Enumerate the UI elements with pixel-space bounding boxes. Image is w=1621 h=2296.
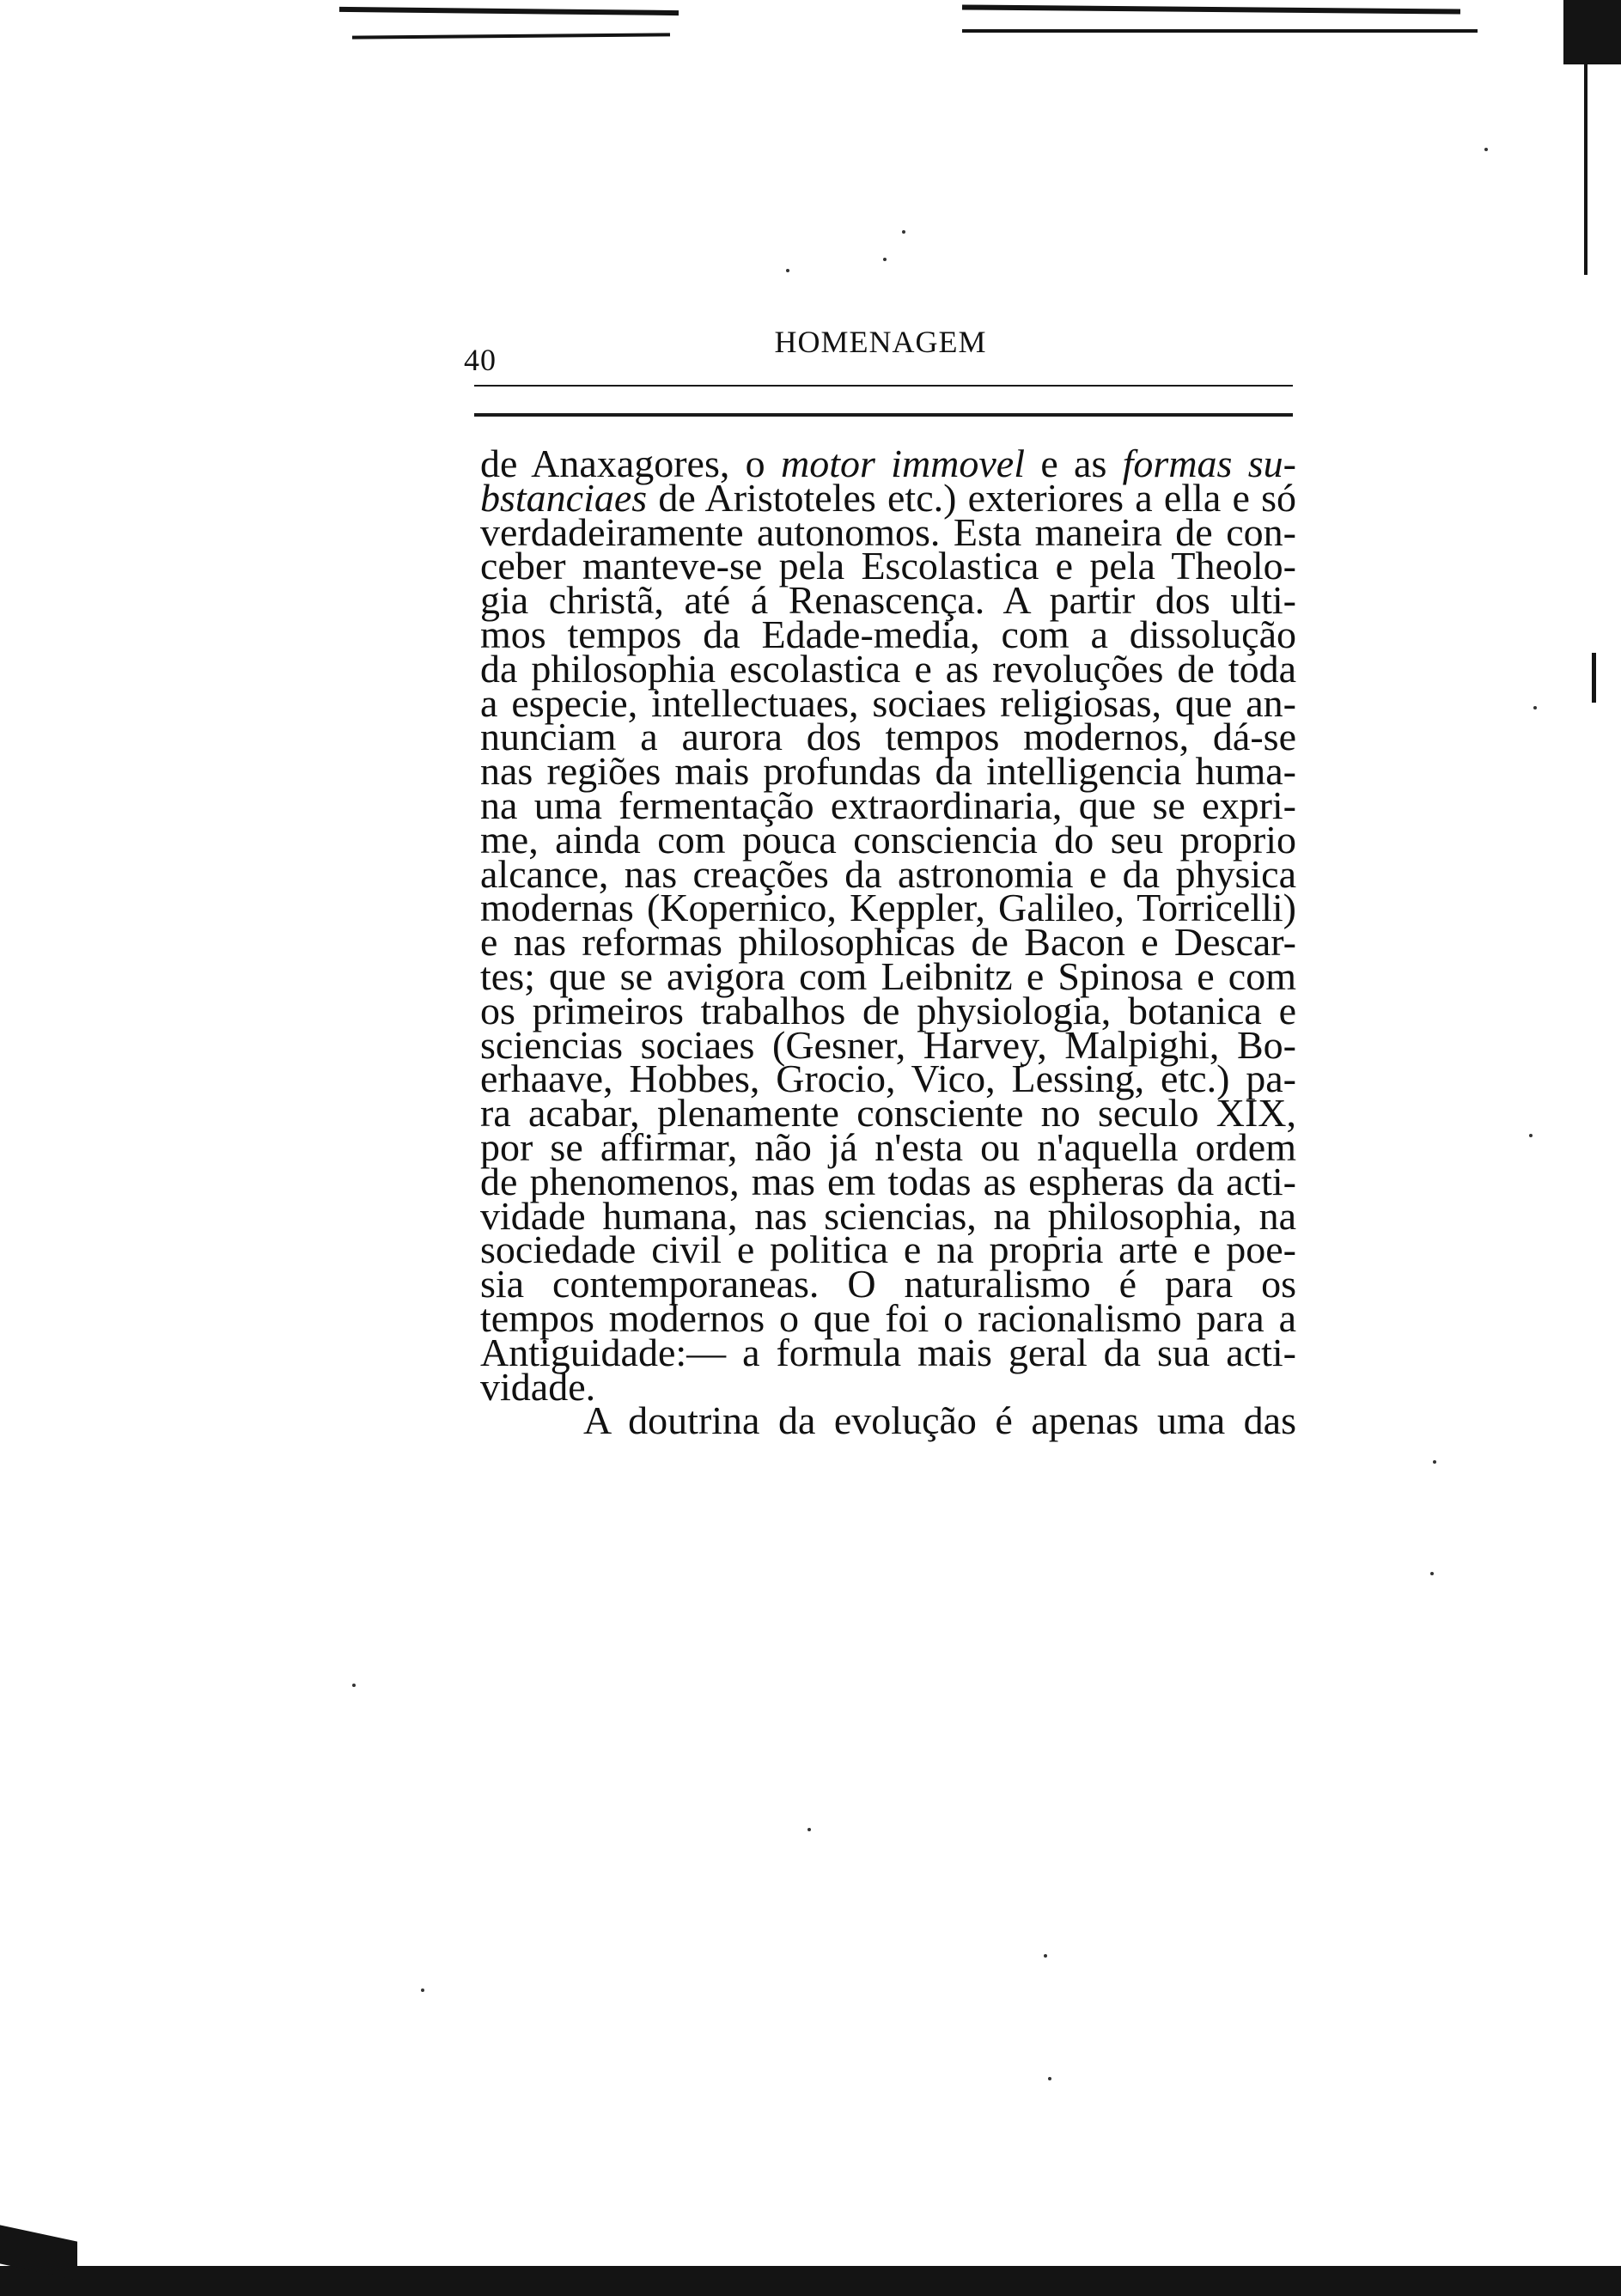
right-edge-line [1584,60,1587,275]
speck [1048,2077,1051,2080]
italic-phrase: formas su- [1122,442,1296,485]
top-edge-mark-right [962,4,1460,14]
top-edge-mark-left [339,7,679,15]
text-run: nas regiões mais profundas da intelligencia huma- [480,749,1296,794]
top-right-corner-mark [1563,0,1621,64]
text-run: e nas reformas philosophicas de Bacon e Descar- [480,920,1296,965]
text-run: de Anaxagores, o [480,442,781,485]
text-run: por se affirmar, não já n'esta ou n'aquella ordem [480,1124,1296,1169]
text-line [480,1398,1296,1443]
text-run: erhaave, Hobbes, Grocio, Vico, Lessing, etc.) pa- [480,1057,1296,1101]
text-run: me, ainda com pouca consciencia do seu proprio [480,817,1296,862]
text-line [480,1330,1296,1374]
text-run: nunciam a aurora dos tempos modernos, dá-se [480,715,1296,759]
header-rule-thick [474,413,1293,417]
text-run: sciencias sociaes (Gesner, Harvey, Malpighi, Bo- [480,1022,1296,1067]
bottom-edge-mark [0,2266,1621,2296]
speck [1430,1572,1434,1575]
text-run: A doutrina da evolução é apenas uma das [583,1398,1296,1443]
text-run: na uma fermentação extraordinaria, que se expri- [480,783,1296,827]
speck [1433,1460,1436,1464]
top-edge-mark-right-2 [962,29,1478,33]
text-run: tempos modernos o que foi o racionalismo para a [480,1295,1296,1340]
speck [421,1988,424,1992]
speck [807,1828,811,1831]
text-run: a especie, intellectuaes, sociaes religiosas, que an- [480,680,1296,725]
page-number: 40 [464,343,497,377]
text-run: modernas (Kopernico, Keppler, Galileo, Torricelli) [480,886,1296,930]
italic-phrase: bstanciaes [480,475,648,520]
text-run: verdadeiramente autonomos. Esta maneira de con- [480,509,1296,554]
text-run: os primeiros trabalhos de physiologia, botanica e [480,988,1296,1032]
speck [883,258,887,261]
text-run: alcance, nas creações da astronomia e da physica [480,851,1296,896]
text-run: Antiguidade:— a formula mais geral da sua acti- [480,1330,1296,1374]
speck [786,269,789,272]
text-run: gia christã, até á Renascença. A partir dos ulti- [480,578,1296,623]
speck [1533,706,1537,710]
speck [352,1684,356,1687]
text-run: sia contemporaneas. O naturalismo é para os [480,1262,1296,1306]
running-title: HOMENAGEM [774,325,987,359]
header-rule-thin [474,385,1293,387]
running-header [464,320,1297,377]
text-run: de Aristoteles etc.) exteriores a ella e só [647,475,1296,520]
text-run: vidade. [480,1364,596,1409]
text-run: mos tempos da Edade-media, com a dissolução [480,612,1296,656]
speck [1484,148,1488,151]
speck [902,230,905,234]
speck [1044,1954,1047,1958]
text-run: de phenomenos, mas em todas as espheras da acti- [480,1159,1296,1203]
text-run: sociedade civil e politica e na propria arte e poe- [480,1227,1296,1272]
text-run: da philosophia escolastica e as revoluções de toda [480,646,1296,691]
italic-phrase: motor immovel [780,442,1026,485]
text-run: ra acabar, plenamente consciente no seculo XIX, [480,1091,1296,1136]
text-run: e as [1025,442,1123,485]
text-run: ceber manteve-se pela Escolastica e pela Theolo- [480,544,1296,588]
speck [1529,1134,1533,1137]
body-text [480,442,1296,1443]
top-edge-mark-left-2 [352,33,670,39]
text-run: tes; que se avigora com Leibnitz e Spinosa e com [480,953,1296,998]
right-edge-tick [1592,653,1596,703]
text-run: vidade humana, nas sciencias, na philosophia, na [480,1193,1296,1238]
